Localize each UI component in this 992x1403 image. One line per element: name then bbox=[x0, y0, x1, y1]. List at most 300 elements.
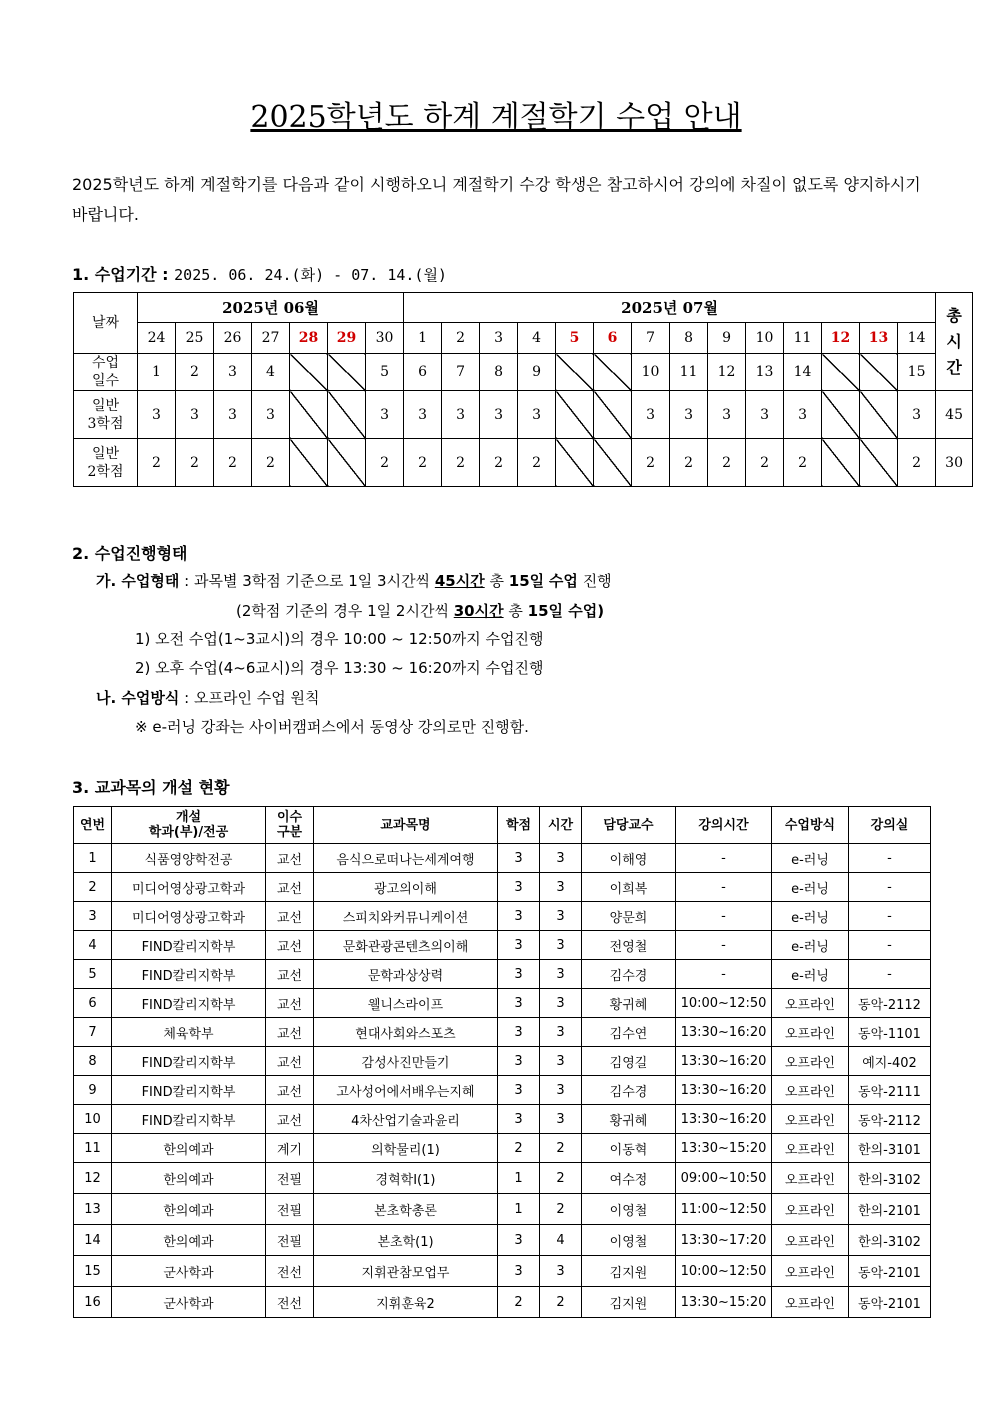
intro-paragraph: 2025학년도 하계 계절학기를 다음과 같이 시행하오니 계절학기 수강 학생은 참고하시어 강의에 차질이 없도록 양지하시기 바랍니다. bbox=[72, 175, 921, 224]
table-cell: 지휘훈육2 bbox=[314, 1287, 498, 1318]
value-cell: 3 bbox=[214, 354, 252, 391]
value-cell: 9 bbox=[518, 354, 556, 391]
table-cell: 3 bbox=[540, 989, 582, 1018]
table-cell: 교선 bbox=[266, 844, 314, 873]
table-cell: 11 bbox=[74, 1134, 112, 1163]
table-cell: 여수정 bbox=[582, 1163, 676, 1194]
value-cell: 2 bbox=[176, 439, 214, 487]
schedule-calendar-table bbox=[73, 292, 973, 487]
day-cell: 25 bbox=[176, 323, 214, 354]
table-cell: 2 bbox=[540, 1287, 582, 1318]
table-cell: 오프라인 bbox=[772, 1018, 849, 1047]
table-cell: 고사성어에서배우는지혜 bbox=[314, 1076, 498, 1105]
table-cell: 13:30~15:20 bbox=[676, 1287, 772, 1318]
table-row bbox=[74, 1256, 931, 1287]
month-june-header: 2025년 06월 bbox=[138, 293, 404, 323]
table-row bbox=[74, 1287, 931, 1318]
table-cell: 전선 bbox=[266, 1287, 314, 1318]
class-format-text-c: 총 bbox=[489, 572, 504, 590]
table-cell: 1 bbox=[74, 844, 112, 873]
table-cell: 오프라인 bbox=[772, 989, 849, 1018]
table-cell: 전필 bbox=[266, 1194, 314, 1225]
day-cell: 2 bbox=[442, 323, 480, 354]
table-cell: 스피치와커뮤니케이션 bbox=[314, 902, 498, 931]
table-cell: - bbox=[849, 902, 931, 931]
value-cell: 2 bbox=[898, 439, 936, 487]
column-header: 수업방식 bbox=[772, 807, 849, 844]
no-class-cell bbox=[290, 391, 328, 439]
table-cell: 김지원 bbox=[582, 1287, 676, 1318]
table-cell: 군사학과 bbox=[112, 1287, 266, 1318]
table-cell: 동악-1101 bbox=[849, 1018, 931, 1047]
table-cell: 동악-2112 bbox=[849, 1105, 931, 1134]
period-text: 2025. 06. 24.(화) - 07. 14.(월) bbox=[174, 266, 447, 284]
day-cell: 4 bbox=[518, 323, 556, 354]
table-cell: 3 bbox=[540, 931, 582, 960]
two-credit-line bbox=[236, 600, 604, 621]
section2-heading: 2. 수업진행형태 bbox=[72, 544, 188, 563]
day-cell: 26 bbox=[214, 323, 252, 354]
table-cell: e-러닝 bbox=[772, 844, 849, 873]
table-cell: 5 bbox=[74, 960, 112, 989]
value-cell: 3 bbox=[366, 391, 404, 439]
table-row bbox=[74, 960, 931, 989]
table-cell: 미디어영상광고학과 bbox=[112, 873, 266, 902]
table-cell: 오프라인 bbox=[772, 1134, 849, 1163]
table-cell: 2 bbox=[498, 1134, 540, 1163]
table-cell: FIND칼리지학부 bbox=[112, 960, 266, 989]
value-cell: 6 bbox=[404, 354, 442, 391]
day-cell: 14 bbox=[898, 323, 936, 354]
table-cell: 13:30~16:20 bbox=[676, 1018, 772, 1047]
table-cell: 한의-3101 bbox=[849, 1134, 931, 1163]
table-cell: 한의-3102 bbox=[849, 1225, 931, 1256]
value-cell: 2 bbox=[252, 439, 290, 487]
table-cell: 김수경 bbox=[582, 1076, 676, 1105]
table-cell: 4 bbox=[540, 1225, 582, 1256]
two-credit-hours: 30시간 bbox=[453, 602, 504, 620]
table-cell: 동악-2101 bbox=[849, 1256, 931, 1287]
table-cell: 3 bbox=[540, 1018, 582, 1047]
table-cell: 전영철 bbox=[582, 931, 676, 960]
value-cell: 2 bbox=[404, 439, 442, 487]
page-title: 2025학년도 하계 계절학기 수업 안내 bbox=[250, 100, 742, 135]
table-cell: 14 bbox=[74, 1225, 112, 1256]
table-cell: 3 bbox=[498, 1105, 540, 1134]
table-cell: 6 bbox=[74, 989, 112, 1018]
table-cell: 오프라인 bbox=[772, 1163, 849, 1194]
no-class-cell bbox=[328, 439, 366, 487]
table-cell: 양문희 bbox=[582, 902, 676, 931]
table-cell: 오프라인 bbox=[772, 1225, 849, 1256]
table-cell: 오프라인 bbox=[772, 1287, 849, 1318]
column-header: 이수 구분 bbox=[266, 807, 314, 844]
column-header: 연번 bbox=[74, 807, 112, 844]
table-cell: 전선 bbox=[266, 1256, 314, 1287]
day-cell: 10 bbox=[746, 323, 784, 354]
table-cell: 3 bbox=[498, 931, 540, 960]
table-cell: 3 bbox=[540, 1047, 582, 1076]
table-cell: 광고의이해 bbox=[314, 873, 498, 902]
table-cell: 2 bbox=[540, 1163, 582, 1194]
two-credit-days: 15일 수업) bbox=[527, 602, 605, 620]
table-cell: 3 bbox=[540, 1076, 582, 1105]
table-row bbox=[74, 1134, 931, 1163]
day-cell: 30 bbox=[366, 323, 404, 354]
table-cell: 7 bbox=[74, 1018, 112, 1047]
table-cell: 식품영양학전공 bbox=[112, 844, 266, 873]
afternoon-class-item: 2) 오후 수업(4~6교시)의 경우 13:30 ~ 16:20까지 수업진행 bbox=[135, 659, 544, 677]
table-cell: 3 bbox=[498, 1225, 540, 1256]
column-header: 시간 bbox=[540, 807, 582, 844]
table-cell: 전필 bbox=[266, 1225, 314, 1256]
section3-heading: 3. 교과목의 개설 현황 bbox=[72, 778, 230, 797]
table-cell: 본초학(1) bbox=[314, 1225, 498, 1256]
table-cell: 오프라인 bbox=[772, 1076, 849, 1105]
table-cell: 1 bbox=[498, 1163, 540, 1194]
table-cell: FIND칼리지학부 bbox=[112, 989, 266, 1018]
table-cell: 한의-2101 bbox=[849, 1194, 931, 1225]
value-cell: 2 bbox=[442, 439, 480, 487]
table-cell: - bbox=[849, 844, 931, 873]
table-cell: 1 bbox=[498, 1194, 540, 1225]
table-cell: - bbox=[676, 873, 772, 902]
morning-class-item: 1) 오전 수업(1~3교시)의 경우 10:00 ~ 12:50까지 수업진행 bbox=[135, 630, 544, 648]
day-cell: 6 bbox=[594, 323, 632, 354]
column-header: 담당교수 bbox=[582, 807, 676, 844]
table-cell: FIND칼리지학부 bbox=[112, 931, 266, 960]
table-cell: 12 bbox=[74, 1163, 112, 1194]
value-cell: 3 bbox=[480, 391, 518, 439]
class-method-label: 나. 수업방식 bbox=[96, 689, 180, 707]
value-cell: 15 bbox=[898, 354, 936, 391]
column-header: 개설 학과(부)/전공 bbox=[112, 807, 266, 844]
table-cell: 3 bbox=[498, 960, 540, 989]
month-july-header: 2025년 07월 bbox=[404, 293, 936, 323]
table-row bbox=[74, 931, 931, 960]
value-cell: 2 bbox=[176, 354, 214, 391]
table-cell: 8 bbox=[74, 1047, 112, 1076]
table-cell: 황귀혜 bbox=[582, 989, 676, 1018]
table-cell: 한의예과 bbox=[112, 1163, 266, 1194]
table-cell: 교선 bbox=[266, 931, 314, 960]
class-format-text-f: 진행 bbox=[582, 572, 612, 590]
table-cell: 2 bbox=[540, 1134, 582, 1163]
table-cell: e-러닝 bbox=[772, 902, 849, 931]
table-row bbox=[74, 873, 931, 902]
table-cell: 동악-2112 bbox=[849, 989, 931, 1018]
table-cell: 교선 bbox=[266, 1105, 314, 1134]
table-cell: 황귀혜 bbox=[582, 1105, 676, 1134]
table-cell: 3 bbox=[498, 873, 540, 902]
value-cell: 11 bbox=[670, 354, 708, 391]
table-cell: - bbox=[849, 931, 931, 960]
no-class-cell bbox=[328, 391, 366, 439]
value-cell: 3 bbox=[404, 391, 442, 439]
table-cell: 한의예과 bbox=[112, 1134, 266, 1163]
table-cell: 웰니스라이프 bbox=[314, 989, 498, 1018]
value-cell: 3 bbox=[518, 391, 556, 439]
table-cell: 체육학부 bbox=[112, 1018, 266, 1047]
value-cell: 2 bbox=[518, 439, 556, 487]
table-cell: 현대사회와스포츠 bbox=[314, 1018, 498, 1047]
table-cell: 15 bbox=[74, 1256, 112, 1287]
table-cell: 4차산업기술과윤리 bbox=[314, 1105, 498, 1134]
table-cell: 군사학과 bbox=[112, 1256, 266, 1287]
table-cell: 문학과상상력 bbox=[314, 960, 498, 989]
table-cell: 전필 bbox=[266, 1163, 314, 1194]
day-cell: 27 bbox=[252, 323, 290, 354]
table-cell: 3 bbox=[74, 902, 112, 931]
value-cell: 3 bbox=[784, 391, 822, 439]
table-cell: 13:30~16:20 bbox=[676, 1076, 772, 1105]
value-cell: 2 bbox=[632, 439, 670, 487]
value-cell: 2 bbox=[746, 439, 784, 487]
table-cell: 4 bbox=[74, 931, 112, 960]
table-cell: 본초학총론 bbox=[314, 1194, 498, 1225]
class-format-days: 15일 bbox=[508, 572, 545, 590]
table-cell: 교선 bbox=[266, 1076, 314, 1105]
table-cell: 계기 bbox=[266, 1134, 314, 1163]
table-cell: 교선 bbox=[266, 873, 314, 902]
table-cell: 3 bbox=[540, 1105, 582, 1134]
column-header: 강의실 bbox=[849, 807, 931, 844]
value-cell: 8 bbox=[480, 354, 518, 391]
two-credit-text-a: (2학점 기준의 경우 1일 2시간씩 bbox=[236, 602, 449, 620]
value-cell: 2 bbox=[708, 439, 746, 487]
table-cell: - bbox=[676, 844, 772, 873]
date-label: 날짜 bbox=[74, 293, 138, 354]
section1-heading bbox=[72, 262, 447, 285]
table-cell: 10:00~12:50 bbox=[676, 1256, 772, 1287]
table-cell: 교선 bbox=[266, 989, 314, 1018]
no-class-cell bbox=[328, 354, 366, 391]
day-cell: 13 bbox=[860, 323, 898, 354]
table-cell: FIND칼리지학부 bbox=[112, 1076, 266, 1105]
course-table bbox=[73, 806, 931, 1318]
table-cell: 3 bbox=[540, 960, 582, 989]
no-class-cell bbox=[594, 354, 632, 391]
value-cell: 3 bbox=[632, 391, 670, 439]
table-cell: 2 bbox=[498, 1287, 540, 1318]
table-cell: 10:00~12:50 bbox=[676, 989, 772, 1018]
total-hours-header: 총 시 간 bbox=[936, 293, 973, 391]
section1-label: 1. 수업기간 : bbox=[72, 265, 169, 284]
no-class-cell bbox=[860, 439, 898, 487]
no-class-cell bbox=[822, 354, 860, 391]
table-row bbox=[74, 1076, 931, 1105]
table-cell: FIND칼리지학부 bbox=[112, 1105, 266, 1134]
table-cell: 3 bbox=[498, 989, 540, 1018]
table-cell: 13:30~16:20 bbox=[676, 1105, 772, 1134]
table-cell: 9 bbox=[74, 1076, 112, 1105]
table-cell: 김수경 bbox=[582, 960, 676, 989]
no-class-cell bbox=[556, 439, 594, 487]
value-cell: 2 bbox=[480, 439, 518, 487]
table-cell: 교선 bbox=[266, 1018, 314, 1047]
value-cell: 3 bbox=[746, 391, 784, 439]
no-class-cell bbox=[860, 354, 898, 391]
no-class-cell bbox=[594, 391, 632, 439]
class-format-hours: 45시간 bbox=[434, 572, 485, 590]
no-class-cell bbox=[556, 391, 594, 439]
table-row bbox=[74, 1163, 931, 1194]
day-cell: 9 bbox=[708, 323, 746, 354]
day-cell: 24 bbox=[138, 323, 176, 354]
table-cell: 3 bbox=[498, 1076, 540, 1105]
table-cell: 예지-402 bbox=[849, 1047, 931, 1076]
value-cell: 4 bbox=[252, 354, 290, 391]
table-cell: FIND칼리지학부 bbox=[112, 1047, 266, 1076]
table-row bbox=[74, 989, 931, 1018]
table-cell: 교선 bbox=[266, 902, 314, 931]
class-method-line bbox=[96, 687, 319, 708]
day-cell: 8 bbox=[670, 323, 708, 354]
table-cell: 이해영 bbox=[582, 844, 676, 873]
calendar-row-label: 수업 일수 bbox=[74, 354, 138, 391]
table-cell: 11:00~12:50 bbox=[676, 1194, 772, 1225]
calendar-row-label: 일반 2학점 bbox=[74, 439, 138, 487]
no-class-cell bbox=[290, 354, 328, 391]
value-cell: 3 bbox=[252, 391, 290, 439]
table-cell: 오프라인 bbox=[772, 1105, 849, 1134]
table-cell: 이영철 bbox=[582, 1194, 676, 1225]
column-header: 교과목명 bbox=[314, 807, 498, 844]
table-cell: 09:00~10:50 bbox=[676, 1163, 772, 1194]
table-cell: 교선 bbox=[266, 960, 314, 989]
table-cell: 16 bbox=[74, 1287, 112, 1318]
day-cell: 28 bbox=[290, 323, 328, 354]
table-cell: 3 bbox=[498, 844, 540, 873]
table-cell: - bbox=[676, 931, 772, 960]
table-cell: 김영길 bbox=[582, 1047, 676, 1076]
table-cell: 13:30~17:20 bbox=[676, 1225, 772, 1256]
value-cell: 2 bbox=[784, 439, 822, 487]
table-cell: 한의-3102 bbox=[849, 1163, 931, 1194]
table-cell: 이영철 bbox=[582, 1225, 676, 1256]
value-cell: 12 bbox=[708, 354, 746, 391]
table-cell: 2 bbox=[540, 1194, 582, 1225]
no-class-cell bbox=[594, 439, 632, 487]
day-cell: 1 bbox=[404, 323, 442, 354]
table-cell: 오프라인 bbox=[772, 1194, 849, 1225]
table-cell: e-러닝 bbox=[772, 873, 849, 902]
table-cell: 10 bbox=[74, 1105, 112, 1134]
value-cell: 2 bbox=[214, 439, 252, 487]
table-cell: 감성사진만들기 bbox=[314, 1047, 498, 1076]
value-cell: 13 bbox=[746, 354, 784, 391]
value-cell: 3 bbox=[214, 391, 252, 439]
table-cell: 이동혁 bbox=[582, 1134, 676, 1163]
total-hours-cell: 45 bbox=[936, 391, 973, 439]
class-format-text-e: 수업 bbox=[548, 572, 578, 590]
table-cell: 미디어영상광고학과 bbox=[112, 902, 266, 931]
table-cell: 3 bbox=[540, 902, 582, 931]
table-cell: 문화관광콘텐츠의이해 bbox=[314, 931, 498, 960]
value-cell: 2 bbox=[366, 439, 404, 487]
table-cell: e-러닝 bbox=[772, 960, 849, 989]
day-cell: 3 bbox=[480, 323, 518, 354]
table-cell: e-러닝 bbox=[772, 931, 849, 960]
table-cell: 3 bbox=[498, 902, 540, 931]
table-cell: 동악-2111 bbox=[849, 1076, 931, 1105]
no-class-cell bbox=[860, 391, 898, 439]
class-method-text: : 오프라인 수업 원칙 bbox=[184, 689, 320, 707]
column-header: 학점 bbox=[498, 807, 540, 844]
table-cell: 오프라인 bbox=[772, 1256, 849, 1287]
table-row bbox=[74, 1105, 931, 1134]
table-cell: 이희복 bbox=[582, 873, 676, 902]
column-header: 강의시간 bbox=[676, 807, 772, 844]
day-cell: 12 bbox=[822, 323, 860, 354]
value-cell: 3 bbox=[176, 391, 214, 439]
table-cell: - bbox=[676, 902, 772, 931]
table-cell: 경혁학Ⅰ(1) bbox=[314, 1163, 498, 1194]
total-hours-cell: 30 bbox=[936, 439, 973, 487]
day-cell: 5 bbox=[556, 323, 594, 354]
table-cell: 김수연 bbox=[582, 1018, 676, 1047]
table-cell: 교선 bbox=[266, 1047, 314, 1076]
table-cell: 13 bbox=[74, 1194, 112, 1225]
table-cell: 동악-2101 bbox=[849, 1287, 931, 1318]
table-cell: 지휘관참모업무 bbox=[314, 1256, 498, 1287]
table-row bbox=[74, 844, 931, 873]
table-cell: 2 bbox=[74, 873, 112, 902]
table-cell: 3 bbox=[498, 1047, 540, 1076]
value-cell: 3 bbox=[670, 391, 708, 439]
elearning-note: ※ e-러닝 강좌는 사이버캠퍼스에서 동영상 강의로만 진행함. bbox=[135, 718, 529, 736]
class-format-label: 가. 수업형태 bbox=[96, 572, 180, 590]
table-row bbox=[74, 902, 931, 931]
no-class-cell bbox=[822, 391, 860, 439]
value-cell: 3 bbox=[442, 391, 480, 439]
table-cell: 한의예과 bbox=[112, 1225, 266, 1256]
value-cell: 3 bbox=[138, 391, 176, 439]
value-cell: 3 bbox=[708, 391, 746, 439]
table-cell: 김지원 bbox=[582, 1256, 676, 1287]
table-cell: 3 bbox=[498, 1018, 540, 1047]
table-cell: - bbox=[676, 960, 772, 989]
day-cell: 11 bbox=[784, 323, 822, 354]
calendar-row-label: 일반 3학점 bbox=[74, 391, 138, 439]
table-cell: - bbox=[849, 960, 931, 989]
table-cell: 3 bbox=[540, 844, 582, 873]
table-cell: 3 bbox=[540, 1256, 582, 1287]
table-cell: 한의예과 bbox=[112, 1194, 266, 1225]
table-cell: 음식으로떠나는세계여행 bbox=[314, 844, 498, 873]
table-cell: 13:30~15:20 bbox=[676, 1134, 772, 1163]
table-cell: 3 bbox=[498, 1256, 540, 1287]
table-cell: 3 bbox=[540, 873, 582, 902]
two-credit-text-c: 총 bbox=[508, 602, 523, 620]
table-row bbox=[74, 1018, 931, 1047]
class-format-text-a: : 과목별 3학점 기준으로 1일 3시간씩 bbox=[184, 572, 431, 590]
value-cell: 2 bbox=[670, 439, 708, 487]
value-cell: 10 bbox=[632, 354, 670, 391]
day-cell: 7 bbox=[632, 323, 670, 354]
value-cell: 1 bbox=[138, 354, 176, 391]
class-format-line bbox=[96, 570, 612, 591]
value-cell: 7 bbox=[442, 354, 480, 391]
value-cell: 3 bbox=[898, 391, 936, 439]
table-row bbox=[74, 1194, 931, 1225]
day-cell: 29 bbox=[328, 323, 366, 354]
no-class-cell bbox=[290, 439, 328, 487]
value-cell: 2 bbox=[138, 439, 176, 487]
table-cell: 13:30~16:20 bbox=[676, 1047, 772, 1076]
no-class-cell bbox=[556, 354, 594, 391]
table-cell: - bbox=[849, 873, 931, 902]
